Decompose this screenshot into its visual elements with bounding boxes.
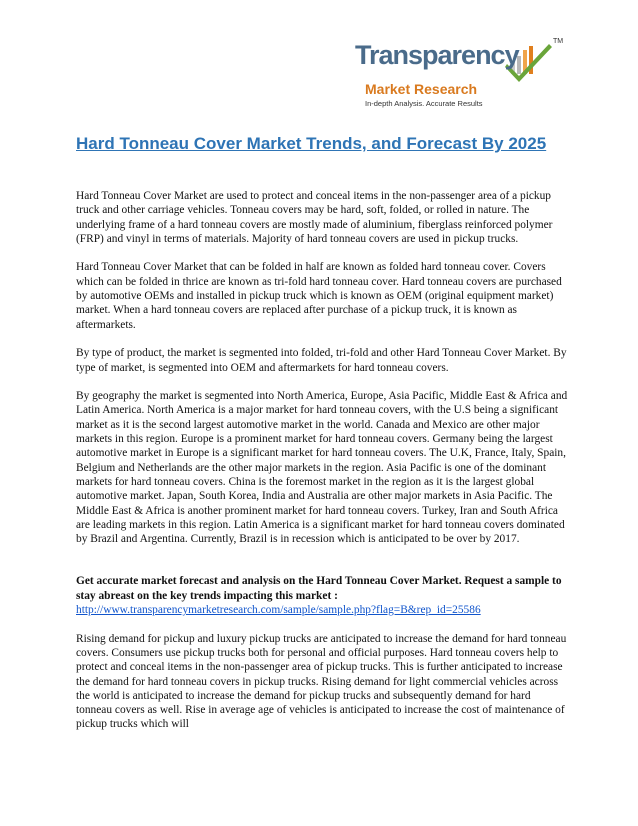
company-logo <box>355 38 570 110</box>
page-title: Hard Tonneau Cover Market Trends, and Forecast By 2025 <box>76 134 547 153</box>
logo-tagline: In-depth Analysis. Accurate Results <box>365 99 483 108</box>
paragraph: By geography the market is segmented into North America, Europe, Asia Pacific, Middle East & Africa and Latin America. North America is a major market for hard tonneau covers, with the U.S being a significant market as it is the second largest automotive market in the world. Canada and Mexico are other major markets in this region. Europe is a prominent market for hard tonneau covers. Germany being the largest automotive market in Europe is a significant market for hard tonneau covers. The U.K, France, Italy, Spain, Belgium and Netherlands are the other major markets in the region. Asia Pacific is one of the dominant markets for hard tonneau covers. China is the foremost market in the region as it is the largest global automotive market. Japan, South Korea, India and Australia are other major markets in Asia Pacific. The Middle East & Africa is another prominent market for hard tonneau covers. Turkey, Iran and South Africa are leading markets in this region. Latin America is a significant market for hard tonneau covers dominated by Brazil and Argentina. Currently, Brazil is in recession which is anticipated to be over by 2017. <box>76 390 568 546</box>
sample-request-cta <box>76 574 568 617</box>
paragraph: Hard Tonneau Cover Market that can be folded in half are known as folded hard tonneau cover. Covers which can be folded in thrice are known as tri-fold hard tonneau cover. Hard tonneau covers are purchased by automotive OEMs and installed in pickup truck which is known as OEM (original equipment market) market. When a hard tonneau covers are replaced after purchase of a pickup truck, it is known as aftermarkets. <box>76 261 562 331</box>
paragraph: By type of product, the market is segmented into folded, tri-fold and other Hard Tonneau Cover Market. By type of market, is segmented into OEM and aftermarkets for hard tonneau covers. <box>76 347 567 374</box>
cta-text: Get accurate market forecast and analysis on the Hard Tonneau Cover Market. Request a sample to stay abreast on the key trends impacting this market : <box>76 575 562 602</box>
logo-sub-text: Market Research <box>365 81 478 97</box>
paragraph: Rising demand for pickup and luxury pickup trucks are anticipated to increase the demand for hard tonneau covers. Consumers use pickup trucks both for personal and official purposes. Hard tonneau covers help to protect and conceal items in the non-passenger area of pickup trucks. This is further anticipated to increase the demand for hard tonneau covers in pickup trucks. Rising demand for light commercial vehicles across the world is anticipated to increase the demand for pickup trucks and subsequently demand for hard tonneau covers as well. Rise in average age of vehicles is anticipated to increase the cost of maintenance of pickup trucks which will <box>76 632 567 731</box>
logo-brand-text: Transparency <box>355 40 519 70</box>
article-body <box>76 189 568 746</box>
paragraph: Hard Tonneau Cover Market are used to protect and conceal items in the non-passenger area of a pickup truck and other carriage vehicles. Tonneau covers may be hard, soft, folded, or rolled in nature. The underlying frame of a hard tonneau covers are mostly made of aluminium, fiberglass reinforced polymer (FRP) and vinyl in terms of materials. Majority of hard tonneau covers are used in pickup trucks. <box>76 190 553 245</box>
sample-request-link[interactable]: http://www.transparencymarketresearch.com/sample/sample.php?flag=B&rep_id=25586 <box>76 604 481 617</box>
trademark-mark: TM <box>553 38 564 45</box>
